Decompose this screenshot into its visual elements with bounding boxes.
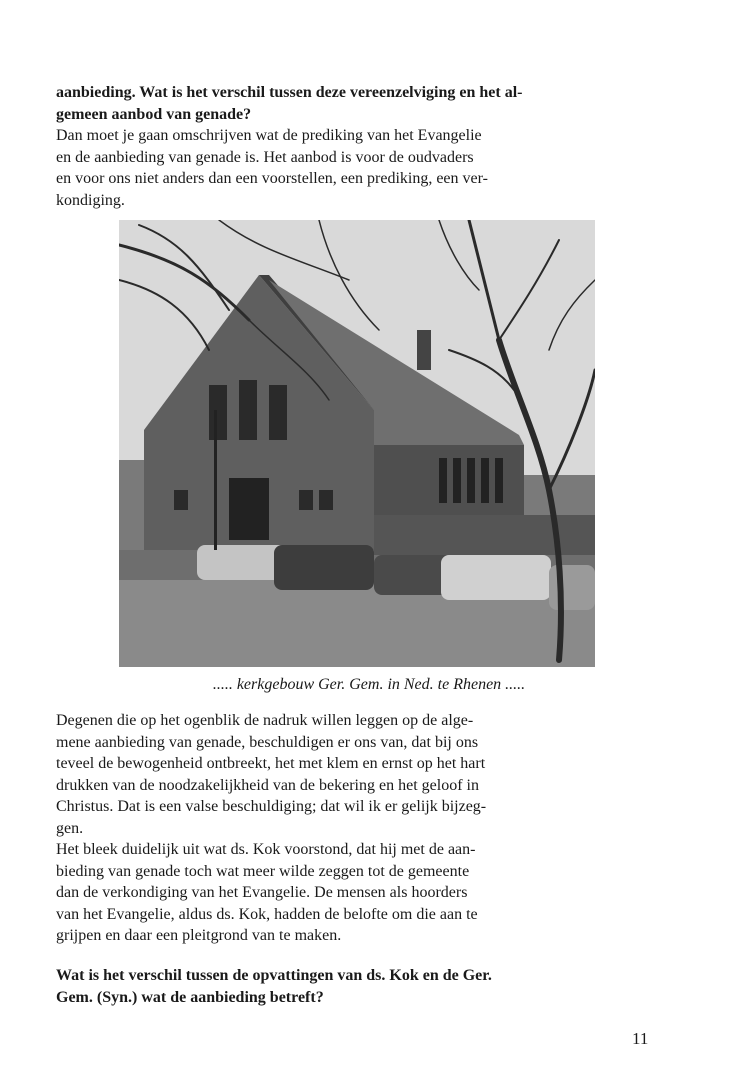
question-top <box>56 82 656 125</box>
paragraph-3-text: Het bleek duidelijk uit wat ds. Kok voorstond, dat hij met de aan- bieding van genade toch wat meer wilde zeggen tot de gemeente dan de verkondiging van het Evangelie. De mensen als hoorders van het Evangelie, aldus ds. Kok, hadden de belofte om die aan te grijpen en daar een pleitgrond van te maken. <box>56 841 478 944</box>
paragraph-1-text: Dan moet je gaan omschrijven wat de prediking van het Evangelie en de aanbieding van genade is. Het aanbod is voor de oudvaders en voor ons niet anders dan een voorstellen, een prediking, een ver- kondiging. <box>56 127 488 209</box>
question-bottom <box>56 965 656 1008</box>
question-top-text: aanbieding. Wat is het verschil tussen deze vereenzelviging en het al- gemeen aanbod van genade? <box>56 84 523 123</box>
question-bottom-text: Wat is het verschil tussen de opvattingen van ds. Kok en de Ger. Gem. (Syn.) wat de aanbieding betreft? <box>56 967 492 1006</box>
paragraph-2 <box>56 710 656 839</box>
paragraph-2-text: Degenen die op het ogenblik de nadruk willen leggen op de alge- mene aanbieding van genade, beschuldigen er ons van, dat bij ons teveel de bewogenheid ontbreekt, het met klem en ernst op het hart drukken van de noodzakelijkheid van de bekering en het geloof in Christus. Dat is een valse beschuldiging; dat wil ik er gelijk bijzeg- gen. <box>56 712 487 837</box>
page-number: 11 <box>632 1029 649 1048</box>
paragraph-3 <box>56 839 656 947</box>
photo-caption: ..... kerkgebouw Ger. Gem. in Ned. te Rhenen ..... <box>212 676 526 693</box>
paragraph-1 <box>56 125 656 211</box>
church-photo <box>119 220 595 667</box>
